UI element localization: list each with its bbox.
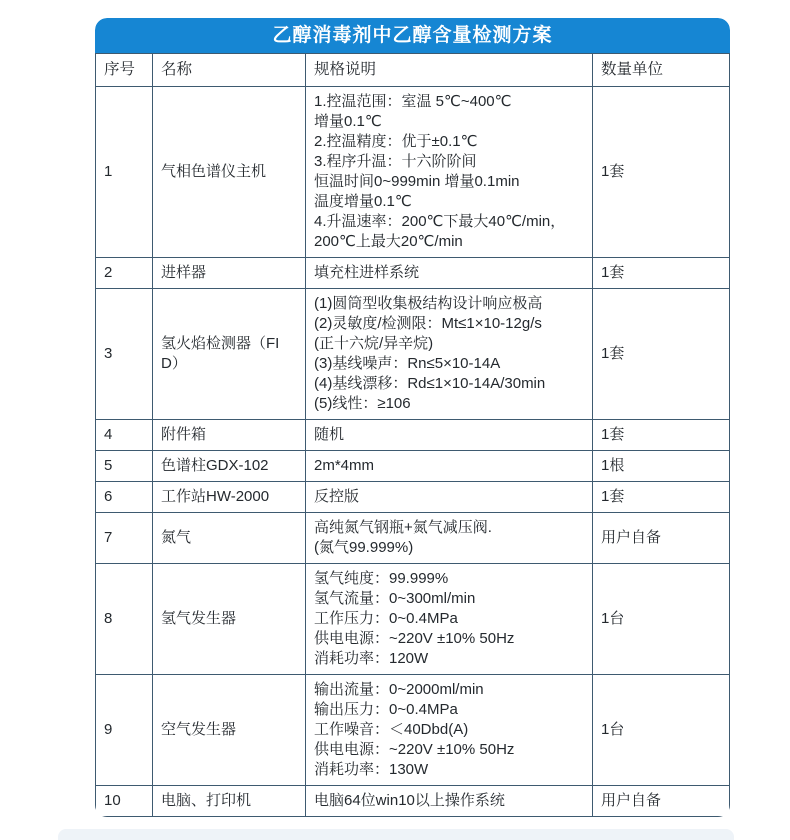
quantity-unit: 1套 bbox=[593, 87, 730, 258]
spec-line: (3)基线噪声：Rn≤5×10-14A bbox=[314, 355, 501, 372]
item-spec bbox=[306, 87, 593, 258]
spec-line: 消耗功率：130W bbox=[314, 761, 429, 778]
spec-line: 填充柱进样系统 bbox=[314, 264, 420, 281]
col-header-qty: 数量单位 bbox=[593, 54, 730, 87]
quantity-unit: 1根 bbox=[593, 451, 730, 482]
item-name: 工作站HW-2000 bbox=[153, 482, 306, 513]
spec-line: 氢气纯度：99.999% bbox=[314, 570, 449, 587]
spec-line: 温度增量0.1℃ bbox=[314, 193, 412, 210]
row-number: 7 bbox=[96, 513, 153, 564]
table-row bbox=[96, 87, 730, 258]
item-spec bbox=[306, 289, 593, 420]
spec-line: 1.控温范围：室温 5℃~400℃ bbox=[314, 93, 512, 110]
spec-line: 随机 bbox=[314, 426, 345, 443]
spec-line: 供电电源：~220V ±10% 50Hz bbox=[314, 630, 515, 647]
quantity-unit: 1台 bbox=[593, 564, 730, 675]
col-header-no: 序号 bbox=[96, 54, 153, 87]
item-name: 氢气发生器 bbox=[153, 564, 306, 675]
table-row bbox=[96, 420, 730, 451]
col-header-name: 名称 bbox=[153, 54, 306, 87]
item-name: 氢火焰检测器（FID） bbox=[153, 289, 306, 420]
quantity-unit: 1套 bbox=[593, 482, 730, 513]
spec-line: 2m*4mm bbox=[314, 457, 375, 474]
table-row bbox=[96, 451, 730, 482]
table-row bbox=[96, 675, 730, 786]
row-number: 5 bbox=[96, 451, 153, 482]
quantity-unit: 用户自备 bbox=[593, 786, 730, 817]
spec-line: 氢气流量：0~300ml/min bbox=[314, 590, 476, 607]
row-number: 6 bbox=[96, 482, 153, 513]
spec-line: 4.升温速率：200℃下最大40℃/min， bbox=[314, 213, 566, 230]
item-name: 进样器 bbox=[153, 258, 306, 289]
spec-line: 消耗功率：120W bbox=[314, 650, 429, 667]
item-spec bbox=[306, 675, 593, 786]
spec-line: (1)圆筒型收集极结构设计响应极高 bbox=[314, 295, 543, 312]
item-spec bbox=[306, 513, 593, 564]
table-row bbox=[96, 482, 730, 513]
col-header-spec: 规格说明 bbox=[306, 54, 593, 87]
item-name: 电脑、打印机 bbox=[153, 786, 306, 817]
spec-line: (4)基线漂移：Rd≤1×10-14A/30min bbox=[314, 375, 546, 392]
spec-line: 200℃上最大20℃/min bbox=[314, 233, 463, 250]
item-name: 色谱柱GDX-102 bbox=[153, 451, 306, 482]
item-spec bbox=[306, 786, 593, 817]
row-number: 8 bbox=[96, 564, 153, 675]
spec-line: 输出流量：0~2000ml/min bbox=[314, 681, 484, 698]
spec-line: (氮气99.999%) bbox=[314, 539, 414, 556]
table-header bbox=[96, 54, 730, 87]
spec-line: 反控版 bbox=[314, 488, 360, 505]
detection-plan-card bbox=[95, 18, 730, 817]
item-name: 附件箱 bbox=[153, 420, 306, 451]
next-card-edge bbox=[58, 829, 734, 840]
item-name: 氮气 bbox=[153, 513, 306, 564]
item-spec bbox=[306, 451, 593, 482]
spec-line: 2.控温精度：优于±0.1℃ bbox=[314, 133, 478, 150]
quantity-unit: 1套 bbox=[593, 289, 730, 420]
item-spec bbox=[306, 258, 593, 289]
row-number: 3 bbox=[96, 289, 153, 420]
row-number: 2 bbox=[96, 258, 153, 289]
spec-line: (2)灵敏度/检测限：Mt≤1×10-12g/s bbox=[314, 315, 542, 332]
spec-table bbox=[95, 53, 730, 817]
item-name: 气相色谱仪主机 bbox=[153, 87, 306, 258]
table-row bbox=[96, 786, 730, 817]
spec-line: 输出压力：0~0.4MPa bbox=[314, 701, 458, 718]
row-number: 1 bbox=[96, 87, 153, 258]
row-number: 9 bbox=[96, 675, 153, 786]
row-number: 4 bbox=[96, 420, 153, 451]
row-number: 10 bbox=[96, 786, 153, 817]
item-spec bbox=[306, 564, 593, 675]
item-spec bbox=[306, 420, 593, 451]
spec-line: 工作噪音：＜40Dbd(A) bbox=[314, 721, 469, 738]
quantity-unit: 1套 bbox=[593, 420, 730, 451]
spec-line: 电脑64位win10以上操作系统 bbox=[314, 792, 505, 809]
table-body bbox=[96, 87, 730, 817]
item-name: 空气发生器 bbox=[153, 675, 306, 786]
spec-line: 工作压力：0~0.4MPa bbox=[314, 610, 458, 627]
spec-line: 高纯氮气钢瓶+氮气减压阀. bbox=[314, 519, 492, 536]
header-row bbox=[96, 54, 730, 87]
table-row bbox=[96, 258, 730, 289]
quantity-unit: 用户自备 bbox=[593, 513, 730, 564]
spec-line: 增量0.1℃ bbox=[314, 113, 382, 130]
quantity-unit: 1套 bbox=[593, 258, 730, 289]
spec-line: (5)线性：≥106 bbox=[314, 395, 411, 412]
table-title: 乙醇消毒剂中乙醇含量检测方案 bbox=[95, 18, 730, 53]
spec-line: (正十六烷/异辛烷) bbox=[314, 335, 434, 352]
spec-line: 3.程序升温：十六阶阶间 bbox=[314, 153, 477, 170]
item-spec bbox=[306, 482, 593, 513]
spec-line: 恒温时间0~999min 增量0.1min bbox=[314, 173, 520, 190]
table-row bbox=[96, 513, 730, 564]
quantity-unit: 1台 bbox=[593, 675, 730, 786]
spec-line: 供电电源：~220V ±10% 50Hz bbox=[314, 741, 515, 758]
table-row bbox=[96, 289, 730, 420]
table-row bbox=[96, 564, 730, 675]
